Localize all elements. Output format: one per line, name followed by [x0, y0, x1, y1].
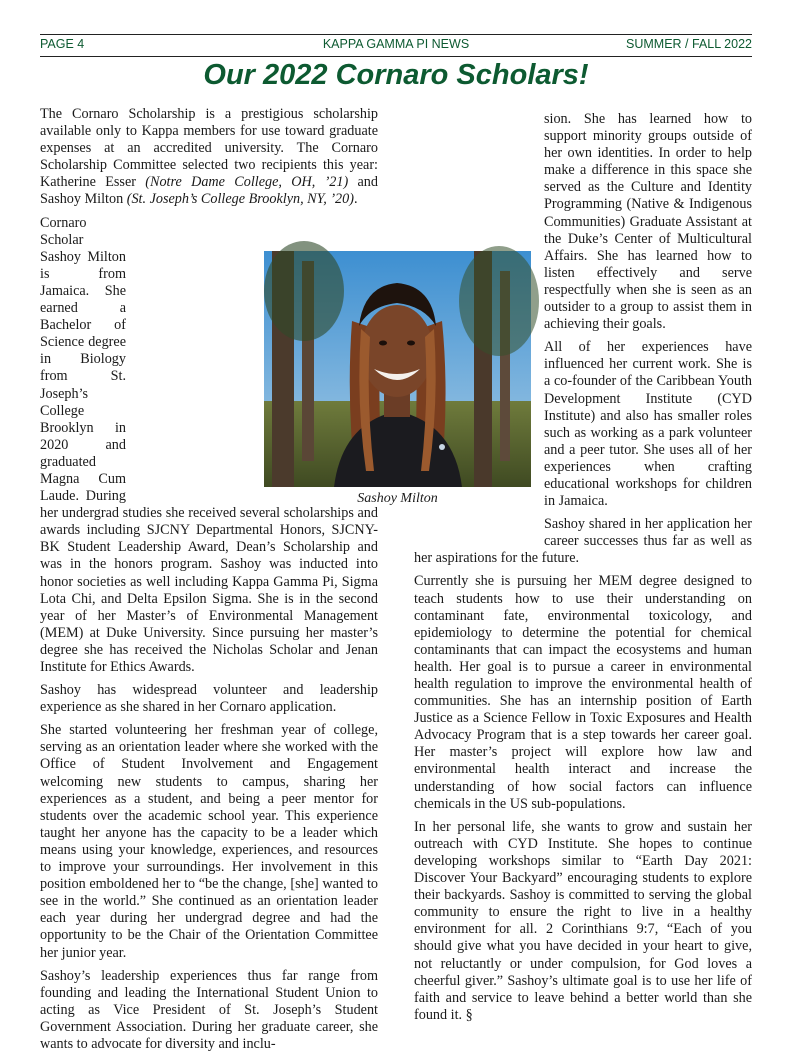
- intro-paragraph: [40, 106, 378, 209]
- body-paragraph: Sashoy shared in her application her career successes thus far as well as her aspirations for the future.: [414, 516, 752, 567]
- left-column: [40, 106, 378, 1053]
- right-column: [414, 111, 752, 1024]
- photo-caption: Sashoy Milton: [357, 491, 438, 506]
- intro-text: and Sashoy Milton: [40, 174, 378, 208]
- body-paragraph: Cornaro Scholar Sashoy Milton is from Jamaica. She earned a Bachelor of Science degree in Biology from St. Joseph’s College Brooklyn in 2020 and graduated Magna Cum Laude. During her undergrad studies she received several scholarships and awards including SJCNY Departmental Honors, SJCNY-BK Student Leadership Award, Dean’s Scholarship and was in the honors program. Sashoy was inducted into honor societies as well including Kappa Gamma Pi, Sigma Lota Chi, and Delta Epsilon Sigma. She is in the second year of her Master’s of Environmental Management (MEM) at Duke University. Since pursuing her master’s degree she has received the Nicholas Scholar and Jenan Institute for Ethics Awards.: [40, 214, 378, 675]
- body-paragraph: Sashoy has widespread volunteer and leadership experience as she shared in her Cornaro application.: [40, 682, 378, 716]
- portrait-photo: [264, 251, 531, 487]
- body-paragraph: sion. She has learned how to support minority groups outside of her own identities. In order to help make a difference in this space she served as the Culture and Identity Programming (Native & Indigenous Communities) Graduate Assistant at the Duke’s Center of Multicultural Affairs. She has learned how to listen effectively and serve respectfully when she is seen as an outsider to a group to assist them in achieving their goals.: [544, 111, 752, 333]
- page-number: PAGE 4: [40, 37, 85, 51]
- body-paragraph: Currently she is pursuing her MEM degree designed to teach students how to use their understanding on contaminant fate, environmental toxicology, and epidemiology to determine the potential for chemical contaminants that can impact the ecosystems and human health. Her goal is to pursue a career in environmental health regulation to improve the environmental health of communities. She has an internship position of Earth Justice as a Science Fellow in Toxic Exposures and Health Advocacy Program that is a step towards her career goal. Her master’s project will explore how law and environmental health interact and increase the understanding of how social factors can influence chemicals in the US sub-populations.: [414, 573, 752, 812]
- body-paragraph: Sashoy’s leadership experiences thus far range from founding and leading the International Student Union to acting as Vice President of St. Joseph’s Student Government Association. During her graduate career, she wants to advocate for diversity and inclu-: [40, 967, 378, 1052]
- school-milton: (St. Joseph’s College Brooklyn, NY, ’20): [126, 191, 354, 208]
- header-top-rule: [40, 34, 752, 35]
- body-paragraph: She started volunteering her freshman year of college, serving as an orientation leader where she worked with the Office of Student Involvement and Engagement welcoming new students to campus, sharing her experiences as a student, and being a peer mentor for students over the academic school year. This experience taught her anyone has the capacity to be a leader which means using your knowledge, experiences, and resources to improve your surroundings. Her involvement in this position emboldened her to “be the change, [she] wanted to see in the world.” She continued as an orientation leader each year during her undergrad degree and had the opportunity to be the Chair of the Orientation Committee her junior year.: [40, 722, 378, 961]
- header-bottom-rule: [40, 56, 752, 57]
- body-paragraph: All of her experiences have influenced her current work. She is a co-founder of the Caribbean Youth Development Institute (CYD Institute) and also has smaller roles such as working as a park volunteer and a peer tutor. She uses all of her experiences when crafting educational workshops for children in Jamaica.: [544, 339, 752, 510]
- publication-name: KAPPA GAMMA PI NEWS: [322, 37, 470, 51]
- body-paragraph: In her personal life, she wants to grow and sustain her outreach with CYD Institute. She hopes to continue developing workshops similar to “Earth Day 2021: Discover Your Backyard” encouraging students to explore their backyards. Sashoy is committed to serving the global community to ensure the right to live in a healthy environment for all. 2 Corinthians 9:7, “Each of you should give what you have decided in your heart to give, not reluctantly or under compulsion, for God loves a cheerful giver.” Sashoy’s ultimate goal is to use her life of faith and service to leave behind a better world than she found it. §: [414, 818, 752, 1023]
- intro-text: The Cornaro Scholarship is a prestigious scholarship available only to Kappa members for use toward graduate expenses at an accredited university. The Cornaro Scholarship Committee selected two recipients this year: Katherine Esser: [40, 106, 378, 191]
- page-header: [40, 37, 752, 53]
- school-esser: (Notre Dame College, OH, ’21): [145, 174, 349, 191]
- article-title: Our 2022 Cornaro Scholars!: [203, 59, 589, 91]
- intro-text: .: [353, 191, 358, 208]
- issue-label: SUMMER / FALL 2022: [626, 37, 752, 51]
